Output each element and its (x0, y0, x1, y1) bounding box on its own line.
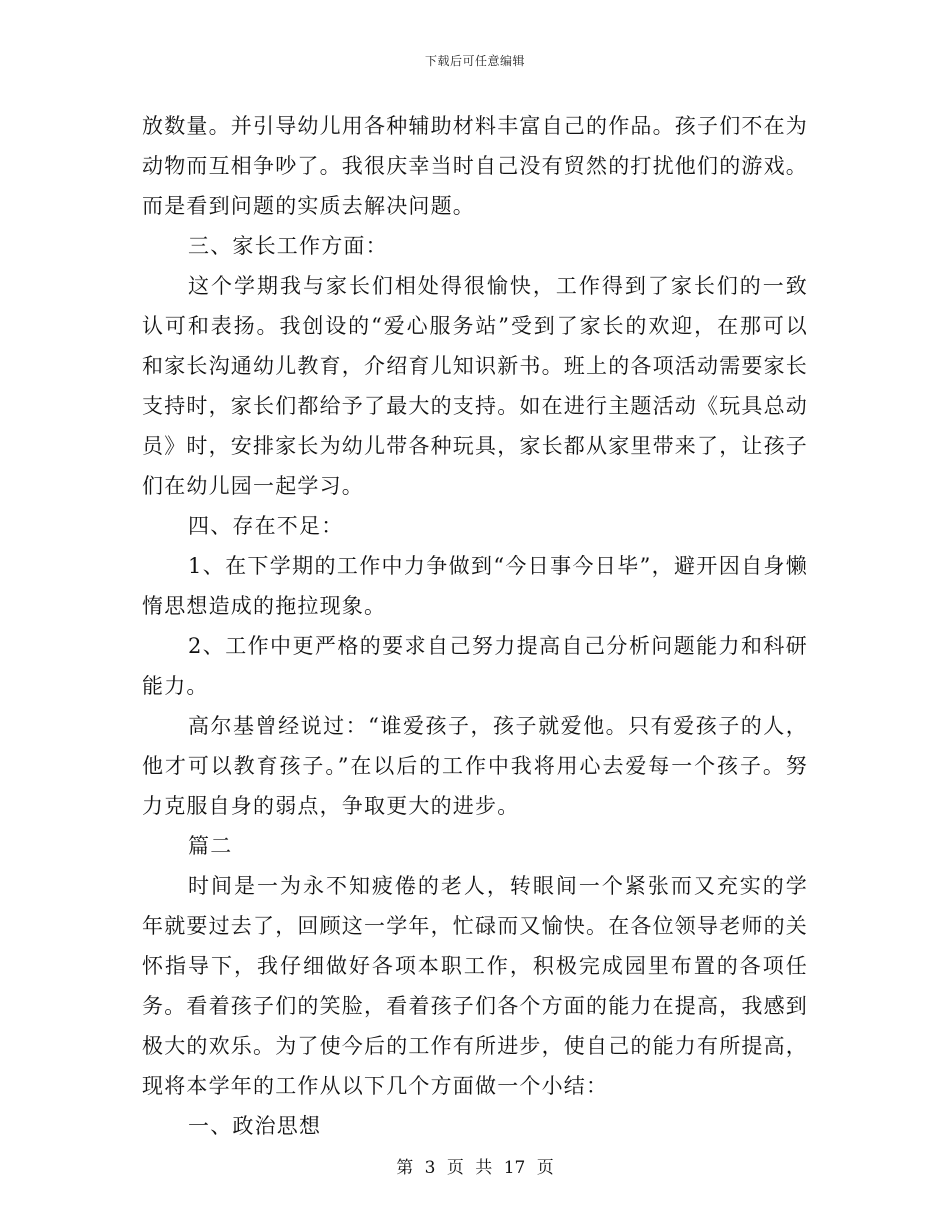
page-header: 下载后可任意编辑 (424, 54, 525, 68)
part-two-heading: 篇二 (188, 834, 233, 858)
paragraph-shortcoming-2: 2、工作中更严格的要求自己努力提高自己分析问题能力和科研能力。 (142, 634, 808, 698)
paragraph-continuation: 放数量。并引导幼儿用各种辅助材料丰富自己的作品。孩子们不在为动物而互相争吵了。我很庆幸当时自己没有贸然的打扰他们的游戏。而是看到问题的实质去解决问题。 (142, 114, 808, 218)
paragraph-parent-work: 这个学期我与家长们相处得很愉快，工作得到了家长们的一致认可和表扬。我创设的“爱心服务站”受到了家长的欢迎，在那可以和家长沟通幼儿教育，介绍育儿知识新书。班上的各项活动需要家长支持时，家长们都给予了最大的支持。如在进行主题活动《玩具总动员》时，安排家长为幼儿带各种玩具，家长都从家里带来了，让孩子们在幼儿园一起学习。 (142, 274, 808, 498)
document-body (142, 106, 808, 1146)
section-heading-shortcomings: 四、存在不足： (188, 514, 344, 538)
section-heading-political-thought: 一、政治思想 (188, 1114, 322, 1138)
paragraph-gorky-quote: 高尔基曾经说过：“谁爱孩子，孩子就爱他。只有爱孩子的人，他才可以教育孩子。”在以后的工作中我将用心去爱每一个孩子。努力克服自身的弱点，争取更大的进步。 (142, 714, 808, 818)
page-footer: 第 3 页 共 17 页 (396, 1158, 554, 1178)
section-heading-parent-work: 三、家长工作方面： (188, 234, 388, 258)
paragraph-shortcoming-1: 1、在下学期的工作中力争做到“今日事今日毕”，避开因自身懒惰思想造成的拖拉现象。 (142, 554, 808, 618)
paragraph-part-two-intro: 时间是一为永不知疲倦的老人，转眼间一个紧张而又充实的学年就要过去了，回顾这一学年，忙碌而又愉快。在各位领导老师的关怀指导下，我仔细做好各项本职工作，积极完成园里布置的各项任务。看着孩子们的笑脸，看着孩子们各个方面的能力在提高，我感到极大的欢乐。为了使今后的工作有所进步，使自己的能力有所提高，现将本学年的工作从以下几个方面做一个小结： (142, 874, 808, 1098)
